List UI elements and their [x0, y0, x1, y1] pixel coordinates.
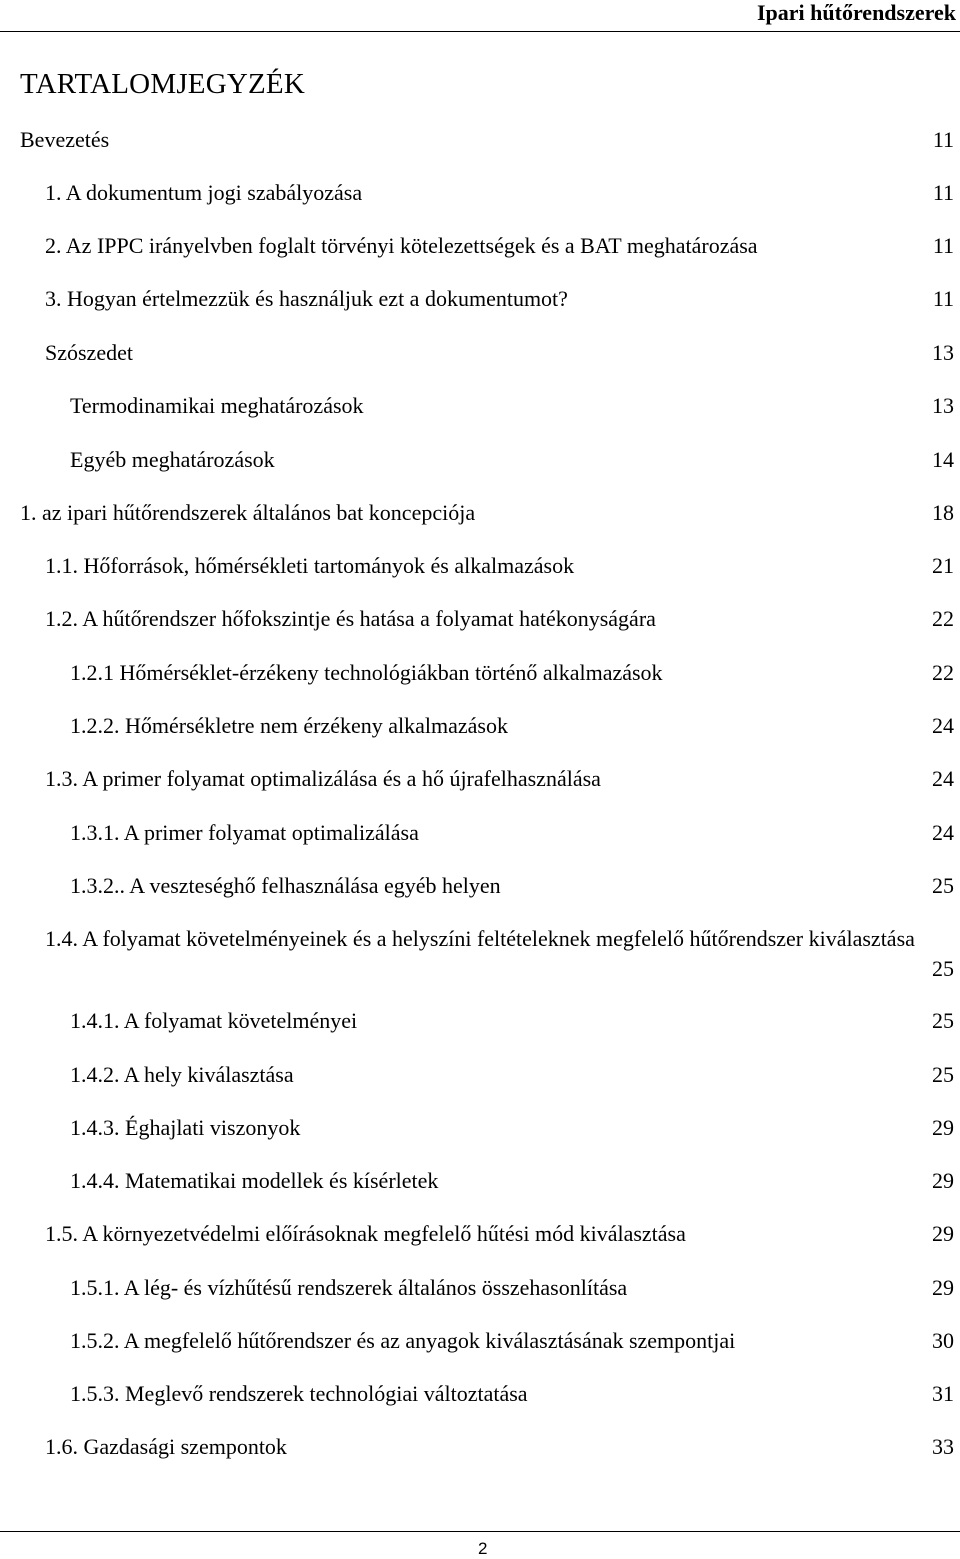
toc-entry-text: 1. az ipari hűtőrendszerek általános bat koncepciója — [20, 500, 476, 525]
toc-entry[interactable] — [0, 178, 960, 208]
toc-entry-page: 11 — [932, 180, 954, 205]
toc-entry-text: Egyéb meghatározások — [70, 447, 275, 472]
toc-entry-text: 1.5. A környezetvédelmi előírásoknak megfelelő hűtési mód kiválasztása — [45, 1221, 686, 1246]
toc-entry-text: 1.5.2. A megfelelő hűtőrendszer és az anyagok kiválasztásának szempontjai — [70, 1328, 736, 1353]
toc-entry-text: 1.6. Gazdasági szempontok — [45, 1434, 287, 1459]
toc-entry-page: 11 — [932, 286, 954, 311]
toc-entry-page: 25 — [932, 956, 954, 981]
toc-entry-page: 29 — [932, 1168, 954, 1193]
toc-entry-text: 1.2.2. Hőmérsékletre nem érzékeny alkalmazások — [70, 713, 508, 738]
toc-entry[interactable] — [0, 1060, 960, 1090]
toc-entry[interactable] — [0, 445, 960, 475]
toc-entry-text: 1.2.1 Hőmérséklet-érzékeny technológiákban történő alkalmazások — [70, 660, 663, 685]
toc-entry[interactable] — [0, 924, 960, 984]
toc-entry-page: 31 — [932, 1381, 954, 1406]
toc-entry[interactable] — [0, 125, 960, 155]
toc-entry[interactable] — [0, 871, 960, 901]
toc-entry-page: 29 — [932, 1275, 954, 1300]
toc-entry[interactable] — [0, 1432, 960, 1462]
toc-entry[interactable] — [0, 818, 960, 848]
toc-entry-text: 1.4.3. Éghajlati viszonyok — [70, 1115, 301, 1140]
toc-entry-page: 21 — [932, 553, 954, 578]
toc-entry[interactable] — [0, 1113, 960, 1143]
header-divider — [0, 31, 960, 32]
toc-entry-page: 29 — [932, 1221, 954, 1246]
toc-entry-page: 13 — [932, 340, 954, 365]
toc-entry-page: 29 — [932, 1115, 954, 1140]
toc-entry-text: 1. A dokumentum jogi szabályozása — [45, 180, 363, 205]
toc-entry[interactable] — [0, 231, 960, 261]
toc-entry-page: 22 — [932, 660, 954, 685]
toc-entry[interactable] — [0, 391, 960, 421]
toc-entry-text: 1.1. Hőforrások, hőmérsékleti tartományok és alkalmazások — [45, 553, 575, 578]
toc-entry[interactable] — [0, 658, 960, 688]
toc-entry[interactable] — [0, 1219, 960, 1249]
toc-entry-page: 11 — [932, 127, 954, 152]
toc-entry[interactable] — [0, 338, 960, 368]
toc-entry-text: 1.3.1. A primer folyamat optimalizálása — [70, 820, 419, 845]
toc-entry-text: 3. Hogyan értelmezzük és használjuk ezt a dokumentumot? — [45, 286, 568, 311]
page-number: 2 — [478, 1539, 488, 1558]
toc-entry-text: 1.3.2.. A veszteséghő felhasználása egyéb helyen — [70, 873, 501, 898]
toc-entry[interactable] — [0, 551, 960, 581]
toc-entry-page: 22 — [932, 606, 954, 631]
toc-entry-text: 1.3. A primer folyamat optimalizálása és a hő újrafelhasználása — [45, 766, 601, 791]
toc-entry[interactable] — [0, 498, 960, 528]
toc-entry[interactable] — [0, 1273, 960, 1303]
toc-entry-page: 24 — [932, 766, 954, 791]
toc-entry[interactable] — [0, 1379, 960, 1409]
toc-entry-page: 24 — [932, 713, 954, 738]
toc-entry-page: 13 — [932, 393, 954, 418]
toc-entry[interactable] — [0, 711, 960, 741]
toc-entry-text: 1.4.4. Matematikai modellek és kísérletek — [70, 1168, 439, 1193]
toc-entry-page: 25 — [932, 1008, 954, 1033]
toc-entry[interactable] — [0, 1326, 960, 1356]
toc-entry-text: Bevezetés — [20, 127, 110, 152]
toc-entry[interactable] — [0, 1006, 960, 1036]
toc-entry[interactable] — [0, 1166, 960, 1196]
toc-entry-page: 33 — [932, 1434, 954, 1459]
toc-entry-text: Szószedet — [45, 340, 133, 365]
toc-entry-page: 25 — [932, 1062, 954, 1087]
toc-entry-text: 1.5.1. A lég- és vízhűtésű rendszerek általános összehasonlítása — [70, 1275, 628, 1300]
footer-divider — [0, 1531, 960, 1532]
toc-entry-page: 30 — [932, 1328, 954, 1353]
toc-entry-text: 2. Az IPPC irányelvben foglalt törvényi kötelezettségek és a BAT meghatározása — [45, 233, 758, 258]
toc-entry-text: 1.4. A folyamat követelményeinek és a helyszíni feltételeknek megfelelő hűtőrendszer kiválasztása — [45, 926, 915, 951]
toc-entry[interactable] — [0, 604, 960, 634]
toc-title: TARTALOMJEGYZÉK — [20, 68, 305, 100]
toc-entry-text: Termodinamikai meghatározások — [70, 393, 364, 418]
toc-entry-page: 11 — [932, 233, 954, 258]
toc-entry-page: 24 — [932, 820, 954, 845]
toc-entry-page: 25 — [932, 873, 954, 898]
toc-entry[interactable] — [0, 764, 960, 794]
toc-entry-text: 1.2. A hűtőrendszer hőfokszintje és hatása a folyamat hatékonyságára — [45, 606, 656, 631]
toc-entry-text: 1.4.2. A hely kiválasztása — [70, 1062, 294, 1087]
running-header-title: Ipari hűtőrendszerek — [756, 0, 956, 25]
toc-entry-page: 14 — [932, 447, 954, 472]
toc-entry-page: 18 — [932, 500, 954, 525]
toc-entry-text: 1.5.3. Meglevő rendszerek technológiai változtatása — [70, 1381, 528, 1406]
toc-entry[interactable] — [0, 284, 960, 314]
toc-entry-text: 1.4.1. A folyamat követelményei — [70, 1008, 358, 1033]
